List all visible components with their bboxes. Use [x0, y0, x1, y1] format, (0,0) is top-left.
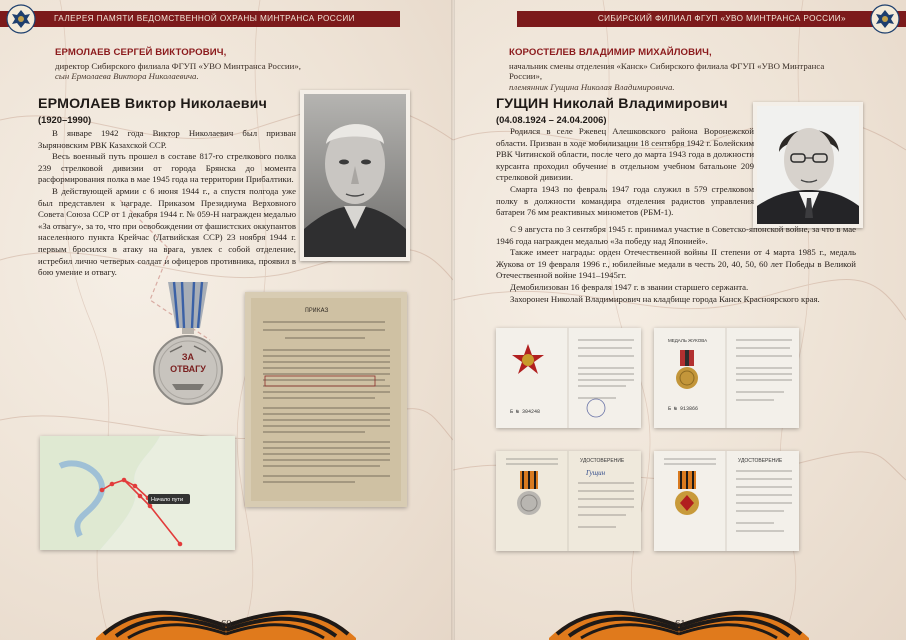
map-label: Начало пути — [151, 497, 184, 503]
hero-biography-part2 — [496, 224, 856, 305]
hero-name: ГУЩИН Николай Владимирович — [496, 96, 728, 112]
emblem-icon — [870, 4, 900, 34]
relative-role-line2: сын Ермолаева Виктора Николаевича. — [55, 71, 199, 82]
right-page — [453, 0, 906, 640]
hero-name: ЕРМОЛАЕВ Виктор Николаевич — [38, 96, 268, 112]
hero-biography-part1 — [496, 126, 754, 219]
battle-route-map — [40, 436, 235, 550]
bio-paragraph-5: Демобилизован 16 февраля 1947 г. в звании старшего сержанта. — [510, 281, 749, 292]
relative-role-line1: начальник смены отделения «Канск» Сибирского филиала ФГУП «УВО Минтранса России», — [509, 61, 825, 82]
hero-biography-part2 — [38, 186, 296, 279]
cert3-surname: Гущин — [586, 469, 606, 477]
victory-medal-certificate — [496, 451, 641, 551]
emblem-icon — [6, 4, 36, 34]
medal-text-line1: ЗА — [181, 352, 195, 362]
cert3-title: УДОСТОВЕРЕНИЕ — [580, 458, 625, 464]
hero-biography-part1 — [38, 128, 296, 186]
bio-paragraph-2: Весь военный путь прошел в составе 817-го стрелкового полка 239 стрелковой дивизии от города Брянска до момента расформирования полка в мае 1945 года на территории Прибалтики. — [38, 151, 296, 185]
bio-paragraph-3: С 9 августа по 3 сентября 1945 г. принимал участие в Советско-японской войне, за что в мае 1946 года награжден медалью «За победу над Японией». — [496, 224, 856, 246]
relative-name: ЕРМОЛАЕВ СЕРГЕЙ ВИКТОРОВИЧ, — [55, 47, 227, 58]
medal-for-courage-icon — [148, 278, 228, 418]
award-order-document — [245, 292, 407, 507]
bio-paragraph-2: Смарта 1943 по февраль 1947 года служил в 579 стрелковом полку в должности командира отделения радистов управления батареи 76 мм реактивных минометов (РБМ-1). — [496, 183, 754, 218]
cert4-title: УДОСТОВЕРЕНИЕ — [738, 458, 783, 464]
hero-portrait — [300, 90, 410, 261]
relative-role — [55, 61, 301, 82]
hero-dates: (1920–1990) — [38, 114, 92, 125]
relative-role-line2: племянник Гущина Николая Владимировича. — [509, 81, 675, 92]
relative-role — [509, 61, 849, 92]
relative-name: КОРОСТЕЛЕВ ВЛАДИМИР МИХАЙЛОВИЧ, — [509, 47, 712, 58]
bio-paragraph-4: Также имеет награды: орден Отечественной войны II степени от 4 марта 1985 г., медаль Жукова от 19 февраля 1996 г., юбилейные медали в честь 20, 40, 50, 60 лет Победы в Великой Отечественной войне 1941–1945гг. — [496, 247, 856, 281]
page-number: 60 — [221, 619, 232, 630]
jubilee-medal-certificate — [654, 451, 799, 551]
order-doc-header: ПРИКАЗ — [305, 307, 329, 314]
book-spine — [451, 0, 455, 640]
header-bar — [0, 11, 400, 27]
bio-paragraph-6: Захоронен Николай Владимирович на кладбище города Канск Красноярского края. — [510, 293, 820, 304]
relative-role-line1: директор Сибирского филиала ФГУП «УВО Минтранса России», — [55, 61, 301, 71]
order-patriotic-war-certificate — [496, 328, 641, 428]
hero-dates: (04.08.1924 – 24.04.2006) — [496, 114, 607, 125]
bio-paragraph-1: В январе 1942 года Виктор Николаевич был призван Зыряновским РВК Казахской ССР. — [38, 128, 296, 150]
st-george-ribbon-icon — [549, 580, 809, 640]
bio-paragraph-1: Родился в селе Ржевец Алешковского района Воронежской области. Призван в ходе мобилизации 18 сентября 1942 г. Болейским РВК Читинской области, после чего до марта 1943 года в должности курсанта проходил обучение в отдельном учебном батальоне 209 стрелковой дивизии. — [496, 126, 754, 183]
st-george-ribbon-icon — [96, 580, 356, 640]
bio-paragraph-3: В действующей армии с 6 июня 1944 г., а спустя полгода уже был представлен к награде. Приказом Президиума Верховного Совета Союза ССР от 1 декабря 1944 г. № 059-Н награжден медалью «За отвагу», за то, что при освобождении от фашистских оккупантов населенного пункта Крейчас (Латвийская ССР) 23 ноября 1944 г. первым бросился в атаку на врага, увлек с собой отделение, истребил лично четверых солдат и офицеров противника, проявил в бою умение и отвагу. — [38, 186, 296, 278]
header-bar — [517, 11, 906, 27]
medal-text-line2: ОТВАГУ — [170, 364, 206, 374]
cert2-number: Б № 913866 — [668, 406, 699, 412]
header-title: ГАЛЕРЕЯ ПАМЯТИ ВЕДОМСТВЕННОЙ ОХРАНЫ МИНТРАНСА РОССИИ — [54, 14, 355, 23]
cert1-number: Б № 304248 — [510, 409, 541, 415]
zhukov-medal-certificate — [654, 328, 799, 428]
header-title: СИБИРСКИЙ ФИЛИАЛ ФГУП «УВО МИНТРАНСА РОССИИ» — [597, 14, 846, 23]
cert2-title: МЕДАЛЬ ЖУКОВА — [668, 338, 708, 343]
hero-portrait — [753, 102, 863, 228]
page-number: 61 — [675, 619, 686, 630]
